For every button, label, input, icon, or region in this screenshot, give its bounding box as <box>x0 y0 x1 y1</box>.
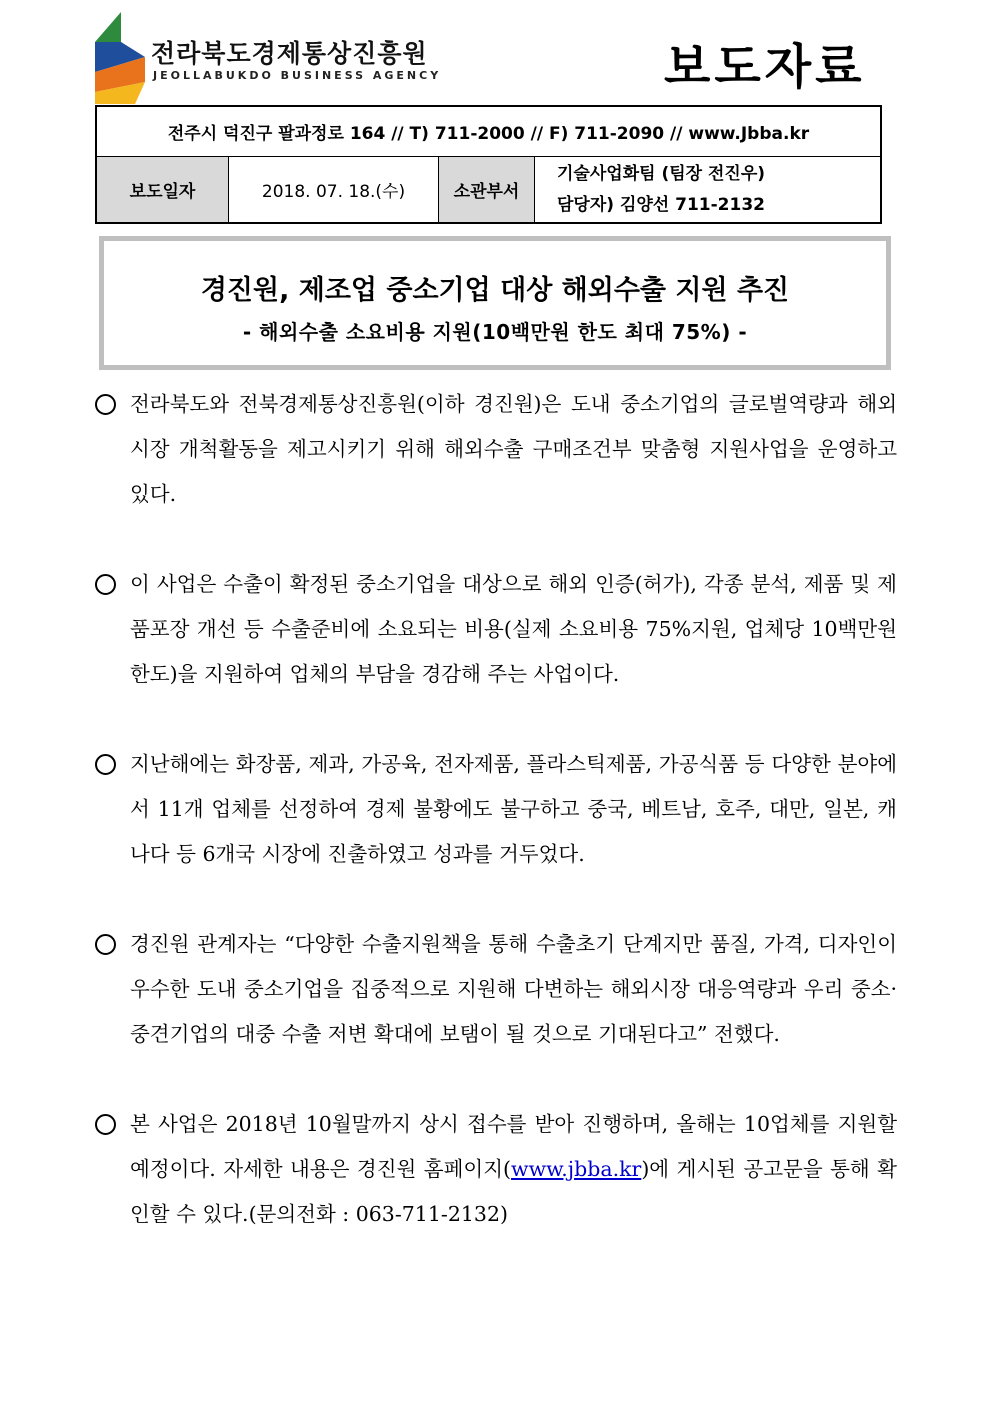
paragraph-last: 본 사업은 2018년 10월말까지 상시 접수를 받아 진행하며, 올해는 10업체를 지원할 예정이다. 자세한 내용은 경진원 홈페이지(www.jbba.kr)에 게시된 공고문을 통해 확인할 수 있다.(문의전화 : 063-711-2132) <box>95 1102 897 1237</box>
department-info <box>535 157 880 222</box>
headline-box <box>99 236 891 370</box>
contact-line: 전주시 덕진구 팔과정로 164 // T) 711-2000 // F) 711-2090 // www.Jbba.kr <box>97 107 880 157</box>
circle-bullet-icon <box>95 394 116 415</box>
contact-person: 담당자) 김양선 711-2132 <box>557 194 765 215</box>
press-info-row <box>97 157 880 222</box>
circle-bullet-icon <box>95 1114 116 1135</box>
subheadline: - 해외수출 소요비용 지원(10백만원 한도 최대 75%) - <box>242 320 748 344</box>
paragraph: 지난해에는 화장품, 제과, 가공육, 전자제품, 플라스틱제품, 가공식품 등 다양한 분야에서 11개 업체를 선정하여 경제 불황에도 불구하고 중국, 베트남, 호주, 대만, 일본, 캐나다 등 6개국 시장에 진출하였고 성과를 거두었다. <box>95 742 897 877</box>
paragraph: 경진원 관계자는 “다양한 수출지원책을 통해 수출초기 단계지만 품질, 가격, 디자인이 우수한 도내 중소기업을 집중적으로 지원해 다변하는 해외시장 대응역량과 우리 중소·중견기업의 대중 수출 저변 확대에 보탬이 될 것으로 기대된다고” 전했다. <box>95 922 897 1057</box>
agency-name-english: JEOLLABUKDO BUSINESS AGENCY <box>153 69 442 82</box>
circle-bullet-icon <box>95 754 116 775</box>
circle-bullet-icon <box>95 574 116 595</box>
agency-name: 전라북도경제통상진흥원 <box>151 39 428 68</box>
agency-logo <box>95 12 442 107</box>
press-info-table <box>95 105 882 224</box>
document-type-title: 보도자료 <box>664 39 866 95</box>
paragraph: 이 사업은 수출이 확정된 중소기업을 대상으로 해외 인증(허가), 각종 분석, 제품 및 제품포장 개선 등 수출준비에 소요되는 비용(실제 소요비용 75%지원, 업체당 10백만원 한도)을 지원하여 업체의 부담을 경감해 주는 사업이다. <box>95 562 897 697</box>
headline: 경진원, 제조업 중소기업 대상 해외수출 지원 추진 <box>200 275 790 306</box>
department-label: 소관부서 <box>439 157 535 222</box>
release-date-value: 2018. 07. 18.(수) <box>229 157 439 222</box>
circle-bullet-icon <box>95 934 116 955</box>
homepage-link[interactable]: www.jbba.kr <box>511 1157 642 1181</box>
department-value: 기술사업화팀 (팀장 전진우) <box>557 163 766 184</box>
article-body <box>95 382 897 1282</box>
agency-logo-mark-icon <box>95 12 145 104</box>
release-date-label: 보도일자 <box>97 157 229 222</box>
paragraph: 전라북도와 전북경제통상진흥원(이하 경진원)은 도내 중소기업의 글로벌역량과 해외시장 개척활동을 제고시키기 위해 해외수출 구매조건부 맞춤형 지원사업을 운영하고 있다. <box>95 382 897 517</box>
